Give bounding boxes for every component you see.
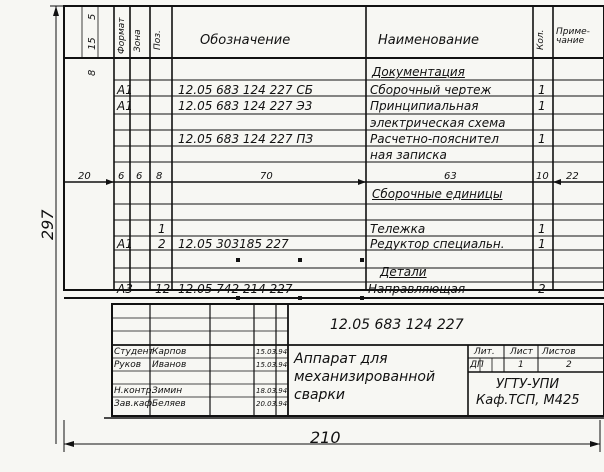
tb-role: Руков: [114, 360, 141, 370]
row-pos: 2: [158, 237, 166, 251]
tb-date: 18.03.94: [256, 387, 288, 395]
row-name: Редуктор специальн.: [370, 237, 505, 251]
row-format: А3: [117, 282, 133, 296]
row-format: А1: [117, 237, 133, 251]
doc-number: 12.05 683 124 227: [330, 317, 464, 333]
tb-role: Студент: [114, 347, 154, 357]
dim-w-6a: 6: [118, 171, 125, 182]
title-line-1: Аппарат для: [294, 351, 388, 367]
row-format: А1: [117, 83, 133, 97]
dim-5: 5: [87, 13, 98, 20]
row-qty: 1: [538, 99, 546, 113]
header-pos: Поз.: [153, 30, 163, 50]
header-designation: Обозначение: [200, 33, 291, 48]
tb-role: Зав.каф.: [114, 399, 155, 409]
tb-name: Карпов: [152, 347, 187, 357]
dim-w-8: 8: [156, 171, 163, 182]
dim-210: 210: [310, 428, 341, 447]
row-designation: 12.05 683 124 227 Э3: [178, 99, 313, 113]
dim-w-20: 20: [78, 171, 91, 182]
dim-8: 8: [87, 69, 98, 76]
dim-297: 297: [38, 209, 57, 240]
dim-w-63: 63: [444, 171, 457, 182]
header-name: Наименование: [378, 33, 480, 48]
row-name: Расчетно-пояснител: [370, 132, 499, 146]
header-zone: Зона: [133, 29, 143, 52]
tb-name: Беляев: [152, 399, 186, 409]
title-line-3: сварки: [294, 387, 345, 403]
org-line-2: Каф.ТСП, М425: [476, 393, 580, 408]
dim-w-22: 22: [566, 171, 579, 182]
row-pos: 1: [158, 222, 166, 236]
tb-date: 15.03.94: [256, 361, 288, 369]
dim-w-6b: 6: [136, 171, 143, 182]
header-format: Формат: [117, 17, 127, 54]
row-pos: 12: [155, 282, 171, 296]
row-qty: 1: [538, 237, 546, 251]
dim-w-10: 10: [536, 171, 549, 182]
row-name: электрическая схема: [370, 116, 506, 130]
dim-w-70: 70: [260, 171, 273, 182]
row-name: Принципиальная: [370, 99, 479, 113]
row-designation: 12.05 683 124 227 СБ: [178, 83, 313, 97]
row-designation: 12.05 742 214 227: [178, 282, 293, 296]
row-format: А1: [117, 99, 133, 113]
tb-date: 15.03.94: [256, 348, 288, 356]
row-designation: 12.05 683 124 227 ПЗ: [178, 132, 314, 146]
row-name: ная записка: [370, 148, 447, 162]
dim-15: 15: [87, 37, 98, 50]
lit-value: ДП: [470, 360, 484, 370]
sheets-label: Листов: [542, 347, 576, 357]
tb-name: Зимин: [152, 386, 183, 396]
row-qty: 1: [538, 222, 546, 236]
row-designation: 12.05 303185 227: [178, 237, 289, 251]
row-name: Документация: [372, 65, 465, 79]
sheet-value: 1: [518, 360, 524, 370]
row-name: Сборочные единицы: [372, 187, 503, 201]
row-name: Тележка: [370, 222, 426, 236]
header-note: Приме-чание: [556, 27, 590, 46]
row-name: Направляющая: [368, 282, 466, 296]
row-qty: 1: [538, 83, 546, 97]
tb-name: Иванов: [152, 360, 187, 370]
row-name: Детали: [380, 265, 427, 279]
sheet-label: Лист: [510, 347, 533, 357]
row-qty: 2: [538, 282, 546, 296]
row-name: Сборочный чертеж: [370, 83, 492, 97]
lit-label: Лит.: [474, 347, 495, 357]
title-line-2: механизированной: [294, 369, 436, 385]
tb-date: 20.03.94: [256, 400, 288, 408]
header-qty: Кол.: [536, 29, 546, 50]
org-line-1: УГТУ-УПИ: [496, 377, 560, 392]
sheets-value: 2: [566, 360, 572, 370]
row-qty: 1: [538, 132, 546, 146]
tb-role: Н.контр.: [114, 386, 155, 396]
